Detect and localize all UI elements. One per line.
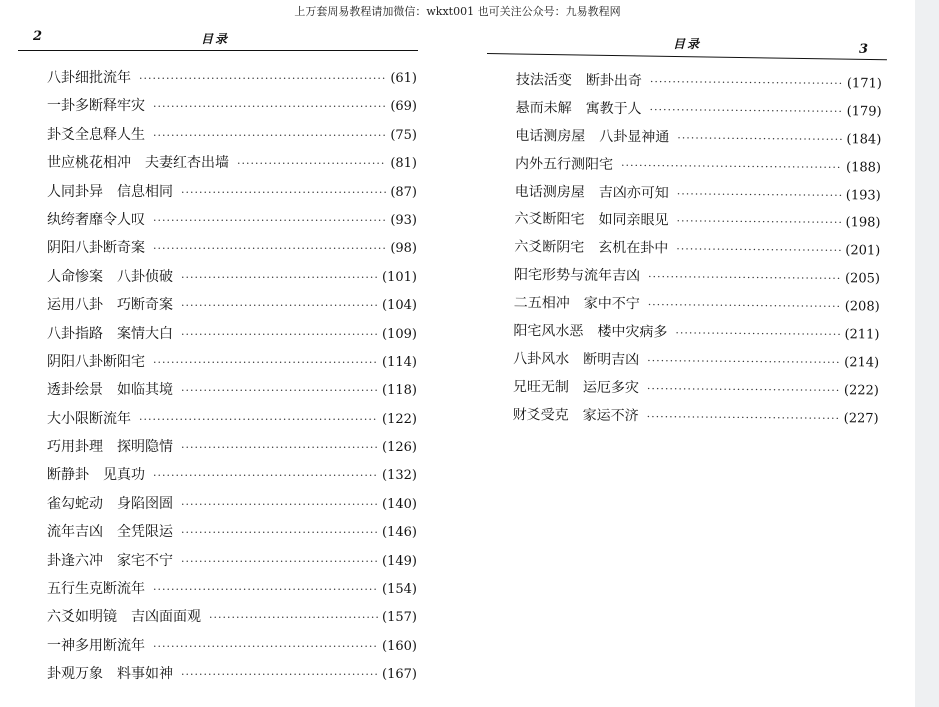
toc-entry-title: 财爻受克 家运不济 — [512, 406, 639, 424]
dot-leader — [153, 93, 386, 121]
dot-leader — [139, 406, 378, 434]
toc-entry[interactable] — [47, 575, 417, 603]
dot-leader — [181, 321, 378, 349]
toc-entry-title: 电话测房屋 吉凶亦可知 — [514, 183, 669, 202]
toc-entry-title: 断静卦 见真功 — [47, 467, 145, 484]
toc-entry-title: 悬而未解 寓教于人 — [515, 99, 642, 118]
dot-leader — [209, 604, 378, 632]
toc-entry-page: (93) — [390, 212, 417, 228]
toc-entry-title: 六爻如明镜 吉凶面面观 — [47, 609, 201, 626]
toc-entry[interactable] — [513, 374, 879, 405]
toc-entry-title: 八卦风水 断明吉凶 — [513, 350, 640, 369]
toc-entry-title: 纨绔奢靡令人叹 — [47, 211, 145, 228]
toc-entry[interactable] — [516, 67, 882, 98]
toc-entry-title: 透卦绘景 如临其境 — [47, 382, 173, 399]
dot-leader — [621, 152, 842, 182]
toc-entry[interactable] — [47, 603, 417, 631]
toc-entry[interactable] — [515, 179, 881, 210]
toc-entry-title: 五行生克断流年 — [47, 581, 145, 598]
toc-entry-page: (201) — [845, 243, 881, 259]
toc-entry[interactable] — [47, 291, 417, 319]
dot-leader — [647, 403, 840, 433]
toc-entry-page: (75) — [390, 127, 417, 143]
toc-entry-page: (188) — [846, 159, 882, 176]
toc-entry[interactable] — [47, 433, 417, 461]
toc-entry-page: (126) — [382, 440, 417, 456]
toc-entry[interactable] — [47, 490, 417, 518]
toc-entry-title: 八卦指路 案情大白 — [47, 325, 173, 342]
toc-entry-page: (61) — [390, 71, 417, 86]
toc-entry[interactable] — [47, 376, 417, 404]
toc-entry-page: (104) — [382, 298, 417, 314]
toc-entry[interactable] — [47, 206, 417, 234]
left-page — [15, 22, 420, 702]
toc-entry-title: 阳宅形势与流年吉凶 — [513, 267, 641, 285]
dot-leader — [153, 235, 386, 263]
running-header: 目录 — [673, 37, 702, 51]
dot-leader — [676, 208, 841, 237]
toc-entry-title: 阴阳八卦断阳宅 — [47, 353, 145, 370]
dot-leader — [153, 633, 378, 661]
dot-leader — [181, 661, 378, 689]
toc-entry[interactable] — [47, 660, 417, 688]
toc-entry[interactable] — [514, 206, 880, 237]
toc-entry-page: (118) — [382, 383, 417, 399]
toc-entry-title: 一神多用断流年 — [47, 637, 145, 654]
toc-entry-title: 六爻断阳宅 如同亲眼见 — [514, 211, 669, 229]
toc-entry-page: (109) — [382, 326, 417, 342]
dot-leader — [649, 96, 842, 126]
toc-entry[interactable] — [47, 632, 417, 660]
toc-entry-page: (184) — [846, 131, 882, 148]
toc-entry[interactable] — [47, 121, 417, 149]
toc-entry-title: 人同卦异 信息相同 — [47, 183, 173, 200]
toc-entry-page: (160) — [382, 638, 417, 654]
toc-entry-page: (179) — [846, 104, 882, 120]
toc-entry-page: (154) — [382, 582, 417, 598]
toc-entry-title: 阴阳八卦断奇案 — [47, 240, 145, 257]
dot-leader — [647, 375, 840, 405]
toc-entry-page: (101) — [382, 269, 417, 285]
toc-entry-title: 阳宅风水恶 楼中灾病多 — [513, 323, 668, 341]
toc-entry-page: (157) — [382, 610, 417, 626]
toc-entry-title: 运用八卦 巧断奇案 — [47, 297, 173, 314]
toc-entry-title: 卦爻全息释人生 — [47, 126, 145, 143]
toc-entry-page: (198) — [845, 215, 881, 231]
dot-leader — [677, 124, 842, 153]
toc-entry-title: 兄旺无制 运厄多灾 — [512, 378, 640, 396]
dot-leader — [181, 519, 378, 547]
toc-entry-title: 一卦多断释牢灾 — [47, 98, 145, 115]
dot-leader — [181, 548, 378, 576]
toc-entry[interactable] — [47, 234, 417, 262]
toc-entry-page: (167) — [382, 667, 417, 683]
toc-entry[interactable] — [513, 346, 879, 377]
toc-entry-page: (122) — [382, 411, 417, 427]
toc-entry-title: 二五相冲 家中不宁 — [513, 295, 640, 313]
dot-leader — [676, 236, 841, 265]
toc-entry[interactable] — [47, 518, 417, 546]
toc-entry[interactable] — [47, 547, 417, 575]
dot-leader — [153, 576, 378, 604]
dot-leader — [181, 264, 378, 292]
dot-leader — [675, 320, 840, 349]
dot-leader — [153, 122, 386, 150]
toc-entry-title: 卦逢六冲 家宅不宁 — [47, 552, 173, 569]
toc-entry-title: 电话测房屋 八卦显神通 — [515, 127, 670, 146]
dot-leader — [181, 292, 378, 320]
dot-leader — [153, 349, 378, 377]
dot-leader — [153, 462, 378, 490]
dot-leader — [650, 68, 843, 98]
toc-entry-page: (140) — [382, 496, 417, 512]
toc-entry-title: 巧用卦理 探明隐情 — [47, 439, 173, 456]
toc-entry-title: 流年吉凶 全凭限运 — [47, 524, 173, 541]
dot-leader — [647, 347, 840, 377]
dot-leader — [181, 491, 378, 519]
toc-entry[interactable] — [47, 405, 417, 433]
toc-entry-title: 六爻断阴宅 玄机在卦中 — [514, 239, 669, 257]
toc-entry[interactable] — [513, 318, 879, 349]
toc-entry-page: (171) — [846, 76, 882, 92]
dot-leader — [648, 291, 841, 321]
running-header: 目录 — [201, 32, 230, 46]
toc-entry-page: (214) — [844, 355, 880, 371]
toc-entry[interactable] — [514, 234, 880, 265]
viewer-scroll-gutter[interactable] — [915, 0, 939, 707]
toc-entry[interactable] — [515, 151, 881, 182]
toc-entry[interactable] — [515, 123, 881, 154]
toc-entry[interactable] — [513, 402, 879, 433]
toc-entry[interactable] — [514, 290, 880, 321]
toc-entry[interactable] — [47, 320, 417, 348]
toc-list-right — [513, 67, 882, 433]
toc-entry-page: (149) — [382, 553, 417, 569]
toc-entry-title: 技法活变 断卦出奇 — [515, 71, 642, 90]
dot-leader — [181, 434, 378, 462]
toc-entry-page: (98) — [390, 241, 417, 257]
toc-entry[interactable] — [47, 149, 417, 177]
toc-entry-page: (132) — [382, 468, 417, 484]
dot-leader — [237, 150, 386, 178]
toc-entry-page: (146) — [382, 525, 417, 541]
dot-leader — [153, 207, 386, 235]
dot-leader — [181, 377, 378, 405]
toc-entry[interactable] — [47, 263, 417, 291]
dot-leader — [139, 65, 386, 93]
toc-entry[interactable] — [515, 95, 881, 126]
toc-entry[interactable] — [514, 262, 880, 293]
page-number: 3 — [859, 42, 869, 57]
dot-leader — [181, 179, 386, 207]
toc-entry[interactable] — [47, 178, 417, 206]
toc-entry-page: (69) — [390, 99, 417, 115]
dot-leader — [648, 264, 841, 294]
toc-entry[interactable] — [47, 92, 417, 120]
header-rule — [487, 53, 887, 60]
toc-list-left — [47, 64, 417, 689]
dot-leader — [677, 180, 842, 209]
toc-entry-title: 内外五行测阳宅 — [514, 155, 614, 173]
toc-entry-page: (222) — [843, 382, 879, 399]
toc-entry-page: (211) — [844, 327, 880, 343]
toc-entry-page: (193) — [845, 187, 881, 204]
toc-entry-title: 世应桃花相冲 夫妻红杏出墙 — [47, 155, 229, 172]
toc-entry-title: 雀勾蛇动 身陷囹圄 — [47, 495, 173, 512]
toc-entry-page: (208) — [844, 299, 880, 315]
right-page — [487, 22, 892, 702]
toc-entry[interactable] — [47, 64, 417, 92]
toc-entry-page: (205) — [844, 271, 881, 287]
toc-entry-title: 人命惨案 八卦侦破 — [47, 268, 173, 285]
header-rule — [18, 50, 418, 51]
watermark-banner: 上万套周易教程请加微信：wkxt001 也可关注公众号：九易教程网 — [294, 5, 621, 18]
page-number: 2 — [33, 29, 43, 44]
toc-entry-page: (227) — [843, 410, 879, 427]
toc-entry-page: (87) — [390, 184, 417, 200]
toc-entry[interactable] — [47, 348, 417, 376]
toc-entry[interactable] — [47, 461, 417, 489]
toc-entry-page: (81) — [390, 156, 417, 172]
toc-entry-title: 八卦细批流年 — [47, 70, 131, 86]
toc-entry-title: 大小限断流年 — [47, 410, 131, 427]
toc-entry-page: (114) — [382, 354, 417, 370]
toc-entry-title: 卦观万象 料事如神 — [47, 666, 173, 683]
